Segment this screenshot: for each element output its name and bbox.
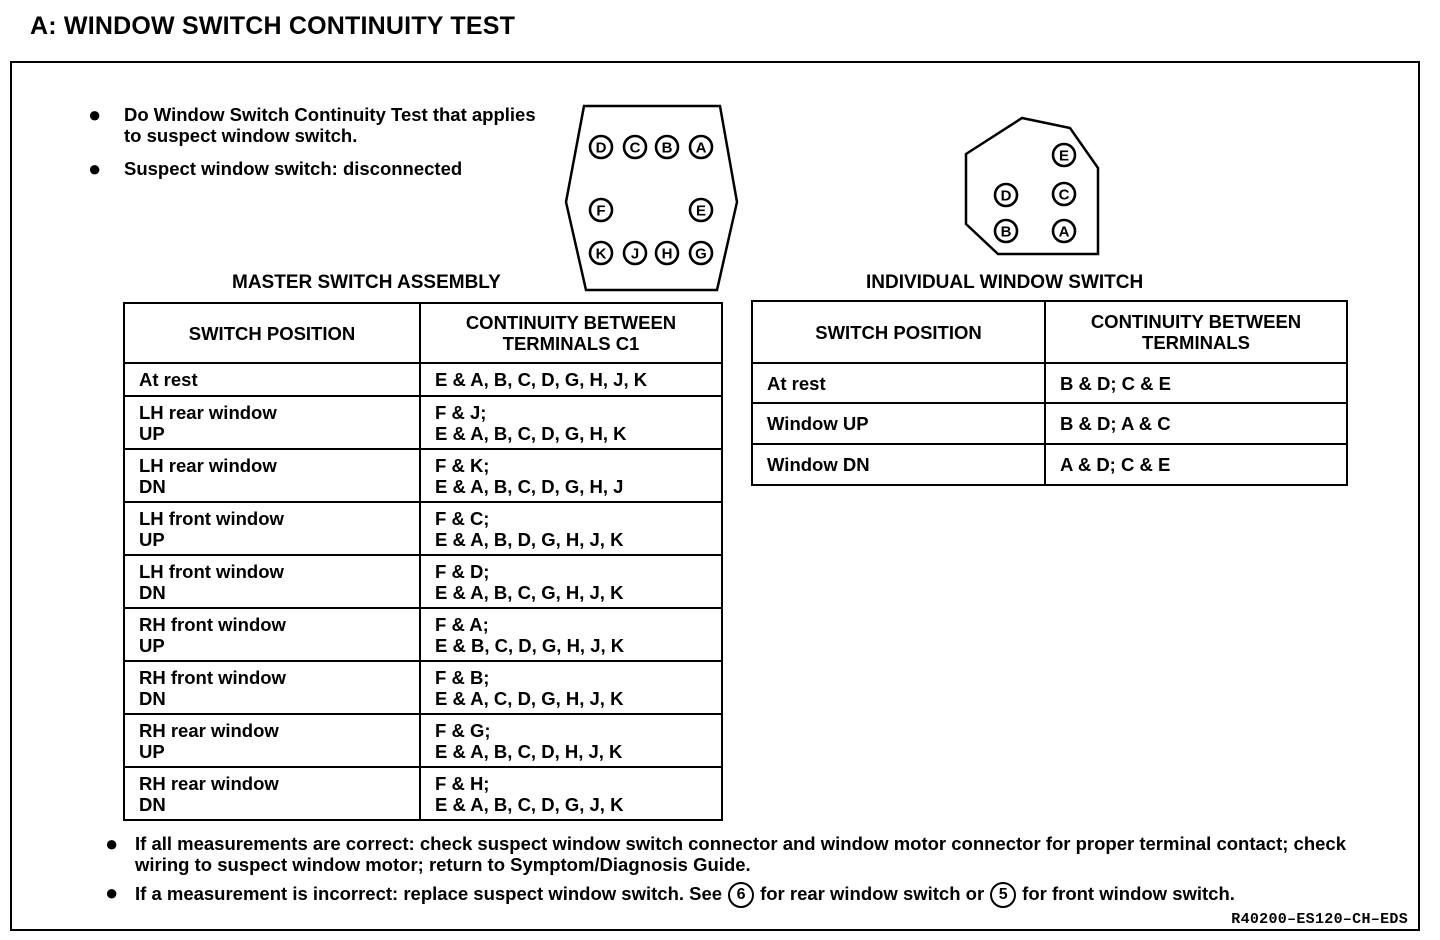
figure-code: R40200–ES120–CH–EDS (1231, 911, 1408, 928)
svg-text:C: C (1058, 186, 1070, 204)
pin-C (624, 136, 646, 158)
svg-text:D: D (1000, 187, 1012, 205)
table-row (124, 714, 722, 767)
master-table-body (124, 363, 722, 820)
table-row (124, 449, 722, 502)
continuity-cell: F & A; E & B, C, D, G, H, J, K (420, 608, 722, 661)
continuity-cell: F & C; E & A, B, D, G, H, J, K (420, 502, 722, 555)
bullet-icon: ● (105, 880, 119, 905)
individual-connector-outline (966, 118, 1098, 254)
intro-bullet (88, 104, 558, 146)
continuity-cell: F & H; E & A, B, C, D, G, J, K (420, 767, 722, 820)
switch-position-cell: LH rear window UP (124, 396, 420, 449)
table-row (124, 767, 722, 820)
bullet-icon: ● (88, 102, 102, 127)
table-row (124, 396, 722, 449)
master-header-position: SWITCH POSITION (124, 303, 420, 363)
switch-position-cell: RH front window DN (124, 661, 420, 714)
svg-text:G: G (695, 245, 707, 263)
svg-text:E: E (695, 202, 707, 220)
table-row (124, 661, 722, 714)
master-table-caption: MASTER SWITCH ASSEMBLY (232, 272, 501, 293)
continuity-cell: F & K; E & A, B, C, D, G, H, J (420, 449, 722, 502)
continuity-cell: F & J; E & A, B, C, D, G, H, K (420, 396, 722, 449)
individual-header-position: SWITCH POSITION (752, 301, 1045, 363)
pin-F (590, 199, 612, 221)
pin-G (690, 242, 712, 264)
switch-position-cell: RH rear window DN (124, 767, 420, 820)
table-row (124, 363, 722, 396)
individual-switch-table (751, 300, 1348, 486)
switch-position-cell: At rest (752, 363, 1045, 403)
page-title: A: WINDOW SWITCH CONTINUITY TEST (30, 12, 516, 40)
intro-bullet-text: Suspect window switch: disconnected (124, 158, 463, 179)
individual-connector-diagram (958, 112, 1108, 260)
master-header-continuity: CONTINUITY BETWEEN TERMINALS C1 (420, 303, 722, 363)
pin-A (690, 136, 712, 158)
intro-bullet (88, 158, 558, 179)
result-incorrect-middle: for rear window switch or (760, 882, 985, 904)
continuity-cell: B & D; C & E (1045, 363, 1347, 403)
intro-bullet-text: Do Window Switch Continuity Test that applies to suspect window switch. (124, 104, 536, 146)
master-connector-outline (566, 106, 737, 290)
switch-position-cell: LH front window DN (124, 555, 420, 608)
result-incorrect-before: If a measurement is incorrect: replace suspect window switch. See (135, 882, 723, 904)
continuity-cell: A & D; C & E (1045, 444, 1347, 485)
switch-position-cell: LH rear window DN (124, 449, 420, 502)
svg-text:A: A (695, 139, 707, 157)
switch-position-cell: At rest (124, 363, 420, 396)
bullet-icon: ● (88, 156, 102, 181)
bullet-icon: ● (105, 831, 119, 856)
pin-B (995, 220, 1017, 242)
svg-text:J: J (630, 245, 640, 263)
continuity-cell: F & D; E & A, B, C, G, H, J, K (420, 555, 722, 608)
table-row (124, 608, 722, 661)
result-correct-text: If all measurements are correct: check suspect window switch connector and window motor connector for proper terminal contact; check wiring to suspect window motor; return to Symptom/Diagnosis Guide. (135, 833, 1347, 875)
svg-text:H: H (661, 245, 673, 263)
svg-text:B: B (1000, 223, 1012, 241)
result-bullet-correct (105, 833, 1405, 875)
table-row (752, 444, 1347, 485)
ref-step-5-icon: 5 (990, 882, 1016, 908)
continuity-cell: F & G; E & A, B, C, D, H, J, K (420, 714, 722, 767)
svg-text:K: K (595, 245, 607, 263)
table-row (752, 403, 1347, 444)
individual-header-continuity: CONTINUITY BETWEEN TERMINALS (1045, 301, 1347, 363)
master-connector-svg (560, 102, 742, 296)
switch-position-cell: RH front window UP (124, 608, 420, 661)
pin-K (590, 242, 612, 264)
pin-J (624, 242, 646, 264)
table-row (124, 555, 722, 608)
pin-A (1053, 220, 1075, 242)
individual-connector-svg (958, 112, 1108, 260)
result-instructions (105, 833, 1405, 915)
pin-H (656, 242, 678, 264)
individual-table-caption: INDIVIDUAL WINDOW SWITCH (866, 272, 1144, 293)
result-bullet-incorrect (105, 882, 1405, 908)
svg-text:D: D (595, 139, 607, 157)
table-row (124, 502, 722, 555)
continuity-cell: E & A, B, C, D, G, H, J, K (420, 363, 722, 396)
master-switch-table (123, 302, 723, 821)
pin-E (1053, 144, 1075, 166)
ref-step-6-icon: 6 (728, 882, 754, 908)
pin-E (690, 199, 712, 221)
switch-position-cell: Window UP (752, 403, 1045, 444)
table-row (752, 363, 1347, 403)
switch-position-cell: Window DN (752, 444, 1045, 485)
continuity-cell: B & D; A & C (1045, 403, 1347, 444)
pin-D (590, 136, 612, 158)
result-incorrect-text (135, 882, 1235, 908)
svg-text:C: C (629, 139, 641, 157)
pin-C (1053, 183, 1075, 205)
svg-text:F: F (596, 202, 606, 220)
pin-B (656, 136, 678, 158)
pin-D (995, 184, 1017, 206)
svg-text:E: E (1058, 147, 1070, 165)
result-incorrect-after: for front window switch. (1022, 882, 1235, 904)
master-connector-diagram (560, 102, 742, 296)
svg-text:B: B (661, 139, 673, 157)
continuity-cell: F & B; E & A, C, D, G, H, J, K (420, 661, 722, 714)
master-table-header-row (124, 303, 722, 363)
individual-table-header-row (752, 301, 1347, 363)
svg-text:A: A (1058, 223, 1070, 241)
switch-position-cell: RH rear window UP (124, 714, 420, 767)
individual-table-body (752, 363, 1347, 485)
switch-position-cell: LH front window UP (124, 502, 420, 555)
intro-instructions (88, 104, 558, 191)
